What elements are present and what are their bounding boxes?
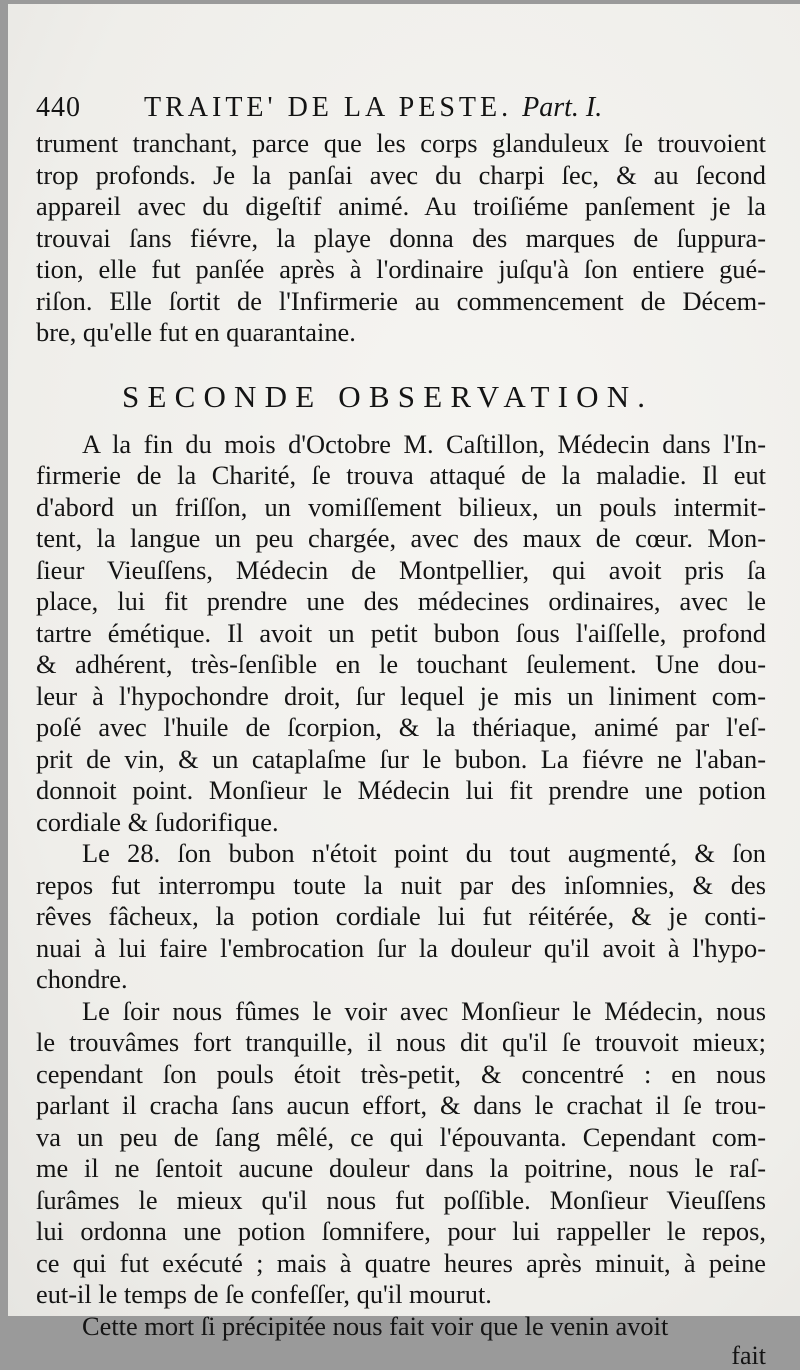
continued-paragraph [36, 128, 766, 349]
text-line: rêves fâcheux, la potion cordiale lui fut réitérée, & je conti- [36, 901, 766, 931]
text-line: tion, elle fut panſée après à l'ordinaire juſqu'à ſon entiere gué- [36, 254, 766, 284]
text-line: riſon. Elle ſortit de l'Infirmerie au commencement de Décem- [36, 285, 766, 316]
text-line: bre, qu'elle fut en quarantaine. [36, 317, 356, 347]
text-line: ſieur Vieuſſens, Médecin de Montpellier, qui avoit pris ſa [36, 554, 766, 585]
paragraph [36, 1311, 766, 1343]
text-line: repos fut interrompu toute la nuit par des inſomnies, & des [36, 869, 766, 900]
paragraph [36, 838, 766, 996]
text-line: tent, la langue un peu chargée, avec des maux de cœur. Mon- [36, 523, 766, 553]
text-line: place, lui fit prendre une des médecines ordinaires, avec le [36, 586, 766, 616]
text-line: eut-il le temps de ſe confeſſer, qu'il mourut. [36, 1279, 492, 1309]
text-line: ce qui fut exécuté ; mais à quatre heures après minuit, à peine [36, 1247, 766, 1278]
text-line: parlant il cracha ſans aucun effort, & dans le crachat il ſe trou- [36, 1090, 766, 1120]
text-line: poſé avec l'huile de ſcorpion, & la thériaque, animé par l'eſ- [36, 712, 766, 742]
paragraph [36, 128, 766, 349]
text-line: chondre. [36, 964, 128, 994]
page-content [36, 92, 766, 1370]
running-head-title: TRAITE' DE LA PESTE. [144, 92, 513, 123]
text-line: cependant ſon pouls étoit très-petit, & concentré : en nous [36, 1058, 766, 1089]
text-line: firmerie de la Charité, ſe trouva attaqué de la maladie. Il eut [36, 460, 766, 490]
section-heading: SECONDE OBSERVATION. [122, 378, 654, 414]
section-body [36, 429, 766, 1343]
running-head-part: Part. I. [522, 92, 603, 123]
text-line: le trouvâmes fort tranquille, il nous dit qu'il ſe trouvoit mieux; [36, 1027, 766, 1057]
text-line: nuai à lui faire l'embrocation ſur la douleur qu'il avoit à l'hypo- [36, 932, 766, 963]
text-line: trop profonds. Je la panſai avec du charpi ſec, & au ſecond [36, 159, 766, 190]
paragraph [36, 996, 766, 1311]
text-line: donnoit point. Monſieur le Médecin lui fit prendre une potion [36, 775, 766, 805]
text-line: prit de vin, & un cataplaſme ſur le bubon. La fiévre ne l'aban- [36, 743, 766, 774]
text-line: me il ne ſentoit aucune douleur dans la poitrine, nous le raſ- [36, 1153, 766, 1183]
running-head [36, 92, 766, 128]
paragraph [36, 429, 766, 839]
text-line: Le ſoir nous fûmes le voir avec Monſieur le Médecin, nous [82, 995, 766, 1026]
text-line: va un peu de ſang mêlé, ce qui l'épouvanta. Cependant com- [36, 1121, 766, 1152]
text-line: cordiale & ſudorifique. [36, 806, 279, 837]
text-line: A la fin du mois d'Octobre M. Caſtillon, Médecin dans l'In- [82, 428, 766, 459]
text-line: Le 28. ſon bubon n'étoit point du tout augmenté, & ſon [82, 838, 766, 868]
text-line: trouvai ſans fiévre, la playe donna des marques de ſuppura- [36, 222, 766, 253]
text-line: Cette mort ſi précipitée nous fait voir que le venin avoit [82, 1310, 669, 1341]
text-line: d'abord un friſſon, un vomiſſement bilieux, un pouls intermit- [36, 491, 766, 522]
text-line: & adhérent, très-ſenſible en le touchant ſeulement. Une dou- [36, 649, 766, 679]
text-line: trument tranchant, parce que les corps glanduleux ſe trouvoient [36, 128, 766, 158]
page-number: 440 [36, 92, 81, 123]
text-line: lui ordonna une potion ſomnifere, pour lui rappeller le repos, [36, 1216, 766, 1246]
text-line: tartre émétique. Il avoit un petit bubon ſous l'aiſſelle, profond [36, 617, 766, 648]
catchword: fait [731, 1341, 766, 1370]
text-line: appareil avec du digeſtif animé. Au troiſiéme panſement je la [36, 191, 766, 221]
book-page [8, 4, 800, 1370]
text-line: ſurâmes le mieux qu'il nous fut poſſible. Monſieur Vieuſſens [36, 1184, 766, 1215]
text-line: leur à l'hypochondre droit, ſur lequel je mis un liniment com- [36, 680, 766, 711]
